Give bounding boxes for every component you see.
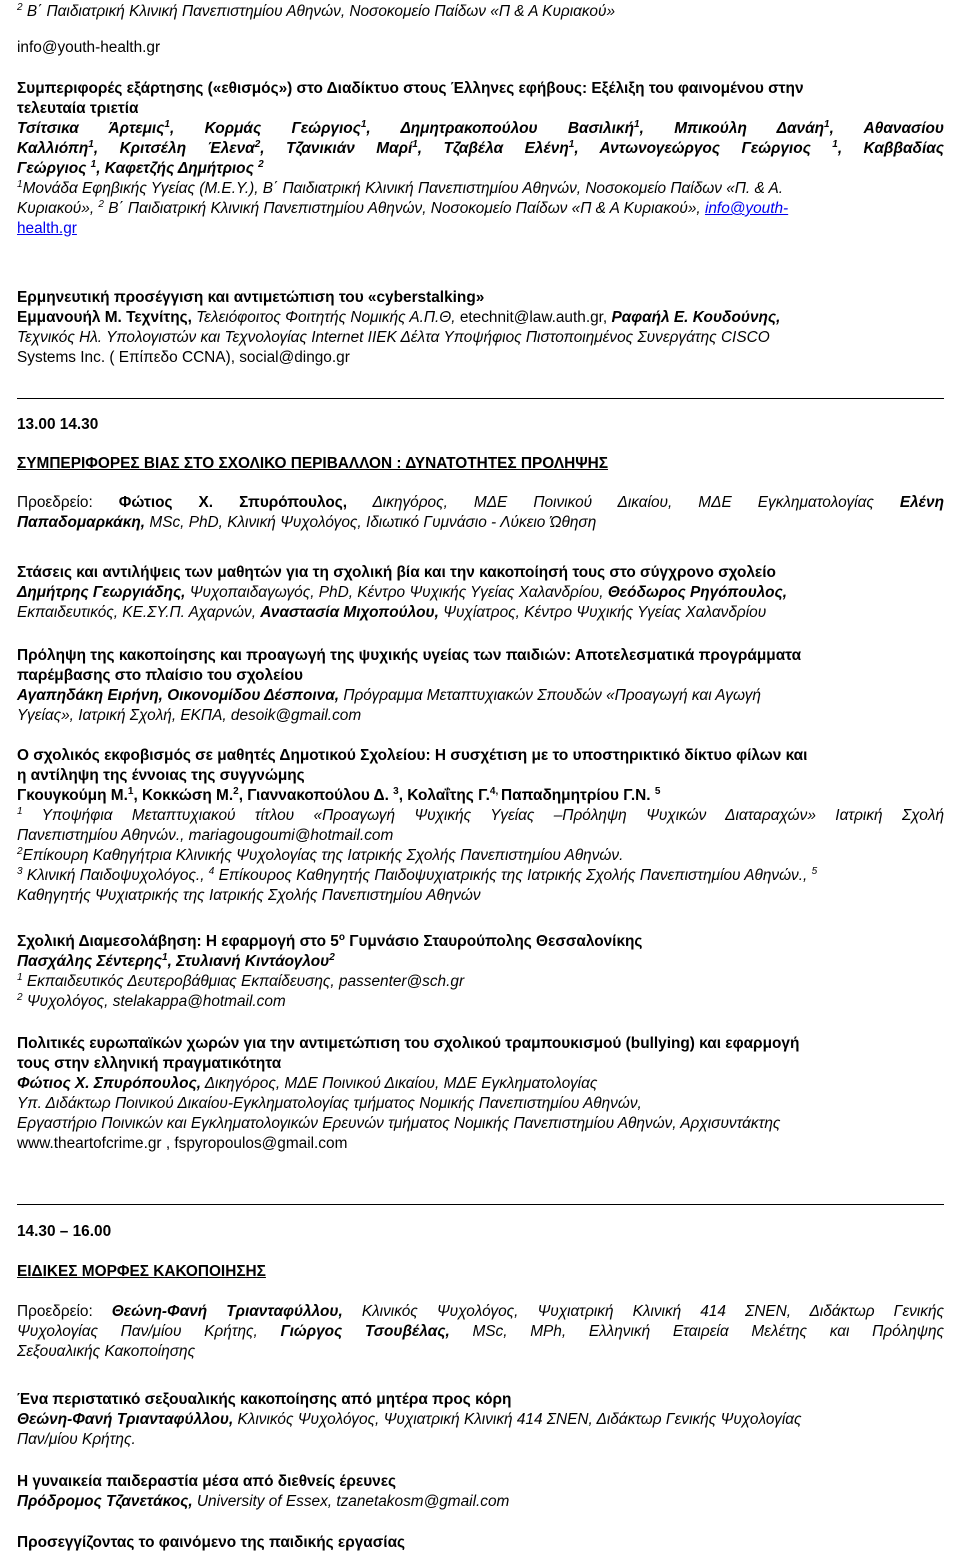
speakers-line: Αγαπηδάκη Ειρήνη, Οικονομίδου Δέσποινα, Πρόγραμμα Μεταπτυχιακών Σπουδών «Προαγωγή και Αγωγή [17,687,761,704]
talk-title-line: παρέμβασης στο πλαίσιο του σχολείου [17,667,304,684]
talk-title-line: τελευταία τριετία [17,100,139,117]
talk-case [17,1390,944,1450]
talk-cyberstalking [17,288,944,368]
speakers-line: Πασχάλης Σέντερης$^1$, Στυλιανή Κιντάογλου$^2$ [17,951,335,970]
talk-child-labor [17,1533,944,1553]
affiliation-text: Β΄ Παιδιατρική Κλινική Πανεπιστημίου Αθηνών, Νοσοκομείο Παίδων «Π & Α Κυριακού» [22,3,616,20]
talk-title: Σχολική Διαμεσολάβηση: Η εφαρμογή στο $5^o$ Γυμνάσιο Σταυρούπολης Θεσσαλονίκης [17,931,643,950]
affiliation-line: Κυριακού», $^2$ Β΄ Παιδιατρική Κλινική Πανεπιστημίου Αθηνών, Νοσοκομείο Παίδων «Π & Α Κυριακού», info@youth- [17,198,789,217]
speakers-line: Υγείας», Ιατρική Σχολή, ΕΚΠΑ, desoik@gmail.com [17,707,362,724]
affiliation-line: $^2$ Ψυχολόγος, stelakappa@hotmail.com [17,991,286,1010]
talk-attitudes [17,563,944,623]
chair-line: Σεξουαλικής Κακοποίησης [17,1343,196,1360]
speakers-line: Δημήτρης Γεωργιάδης, Ψυχοπαιδαγωγός, PhD, Κέντρο Ψυχικής Υγείας Χαλανδρίου, Θεόδωρος Ρηγόπουλος, [17,584,788,601]
affiliation-line: $^1$ Εκπαιδευτικός Δευτεροβάθμιας Εκπαίδευσης, passenter@sch.gr [17,971,465,990]
talk-title-line: Πρόληψη της κακοποίησης και προαγωγή της ψυχικής υγείας των παιδιών: Αποτελεσματικά προγράμματα [17,647,802,664]
talk-title-line: η αντίληψη της έννοιας της συγγνώμης [17,767,305,784]
speakers-line: Εργαστήριο Ποινικών και Εγκληματολογικών Ερευνών τμήματος Νομικής Πανεπιστημίου Αθηνών, Αρχισυντάκτης [17,1115,781,1132]
chair-line: Ψυχολογίας Παν/μίου Κρήτης, Γιώργος Τσουβέλας, MSc, MPh, Ελληνική Εταιρεία Μελέτης και Πρόληψης [17,1323,944,1340]
talk-prevention [17,646,944,726]
affiliation-line: $^1$Μονάδα Εφηβικής Υγείας (Μ.Ε.Υ.), Β΄ Παιδιατρική Κλινική Πανεπιστημίου Αθηνών, Νοσοκομείο Παίδων «Π. & Α. [17,178,783,197]
affiliation-line: Πανεπιστημίου Αθηνών., mariagougoumi@hotmail.com [17,827,394,844]
email-link[interactable]: health.gr [17,220,77,237]
talk-title: Η γυναικεία παιδεραστία μέσα από διεθνείς έρευνες [17,1473,397,1490]
session-title: ΕΙΔΙΚΕΣ ΜΟΡΦΕΣ ΚΑΚΟΠΟΙΗΣΗΣ [17,1263,266,1280]
speakers-line: Εμμανουήλ Μ. Τεχνίτης, Τελειόφοιτος Φοιτητής Νομικής Α.Π.Θ, etechnit@law.auth.gr, Ραφαήλ Ε. Κουδούνης, [17,309,781,326]
chair-line: Παπαδομαρκάκη, MSc, PhD, Κλινική Ψυχολόγος, Ιδιωτικό Γυμνάσιο - Λύκειο Ώθηση [17,514,597,531]
header-affiliation [17,2,944,58]
talk-title: Ένα περιστατικό σεξουαλικής κακοποίησης από μητέρα προς κόρη [17,1391,512,1408]
speakers-line: Τεχνικός Ηλ. Υπολογιστών και Τεχνολογίας Internet ΙΙΕΚ Δέλτα Υποψήφιος Πιστοποιημένος Συνεργάτης CISCO [17,329,770,346]
talk-european-policies [17,1034,944,1154]
session-divider [17,1204,944,1205]
talk-internet-addiction [17,79,944,239]
chair-line: Προεδρείο: Θεώνη-Φανή Τριανταφύλλου, Κλινικός Ψυχολόγος, Ψυχιατρική Κλινική 414 ΣΝΕΝ, Διδάκτωρ Γενικής [17,1303,944,1320]
speakers-line: www.theartofcrime.gr , fspyropoulos@gmail.com [17,1135,348,1152]
affiliation-line [17,219,944,239]
session-divider [17,398,944,399]
speakers-line: Υπ. Διδάκτωρ Ποινικού Δικαίου-Εγκληματολογίας τμήματος Νομικής Πανεπιστημίου Αθηνών, [17,1095,642,1112]
session-title: ΣΥΜΠΕΡΙΦΟΡΕΣ ΒΙΑΣ ΣΤΟ ΣΧΟΛΙΚΟ ΠΕΡΙΒΑΛΛΟΝ : ΔΥΝΑΤΟΤΗΤΕΣ ΠΡΟΛΗΨΗΣ [17,455,609,472]
talk-title: Στάσεις και αντιλήψεις των μαθητών για τη σχολική βία και την κακοποίησή τους στο σύγχρονο σχολείο [17,564,776,581]
speakers-line: Θεώνη-Φανή Τριανταφύλλου, Κλινικός Ψυχολόγος, Ψυχιατρική Κλινική 414 ΣΝΕΝ, Διδάκτωρ Γενικής Ψυχολογίας [17,1411,802,1428]
authors-line: Καλλιόπη$^1$, Κριτσέλη Έλενα$^2$, Τζανικιάν Μαρί$^1$, Τζαβέλα Ελένη$^1$, Αντωνογεώργος Γεώργιος $^1$, Καββαδίας [17,138,944,157]
speakers-line: Πρόδρομος Τζανετάκος, University of Essex, tzanetakosm@gmail.com [17,1493,510,1510]
email-link[interactable]: info@youth- [704,200,789,217]
affiliation-sup: 2 [17,1,23,13]
affiliation-line: $^1$ Υποψήφια Μεταπτυχιακού τίτλου «Προαγωγή Ψυχικής Υγείας –Πρόληψη Ψυχικών Διαταραχών» Ιατρική Σχολή [17,805,944,824]
authors-line: Γκουγκούμη Μ.$^1$, Κοκκώση Μ.$^2$, Γιαννακοπούλου Δ. $^3$, Κολαΐτης Γ.$^{4,}$ Παπαδημητρίου Γ.Ν. $^5$ [17,785,661,804]
talk-title: Προσεγγίζοντας το φαινόμενο της παιδικής εργασίας [17,1534,406,1551]
authors-line: Γεώργιος $^1$, Καφετζής Δημήτριος $^2$ [17,158,264,177]
talk-title-line: Πολιτικές ευρωπαϊκών χωρών για την αντιμετώπιση του σχολικού τραμπουκισμού (bullying) και εφαρμογή [17,1035,800,1052]
speakers-line: Παν/μίου Κρήτης. [17,1431,136,1448]
talk-bullying-network [17,746,944,906]
speakers-line: Εκπαιδευτικός, ΚΕ.ΣΥ.Π. Αχαρνών, Αναστασία Μιχοπούλου, Ψυχίατρος, Κέντρο Ψυχικής Υγείας Χαλανδρίου [17,604,767,621]
talk-title-line: Ο σχολικός εκφοβισμός σε μαθητές Δημοτικού Σχολείου: Η συσχέτιση με το υποστηρικτικό δίκτυο φίλων και [17,747,808,764]
talk-title-line: τους στην ελληνική πραγματικότητα [17,1055,282,1072]
chair-line: Προεδρείο: Φώτιος Χ. Σπυρόπουλος, Δικηγόρος, ΜΔΕ Ποινικού Δικαίου, ΜΔΕ Εγκληματολογίας Ελένη [17,494,944,511]
affiliation-line: $^3$ Κλινική Παιδοψυχολόγος., $^4$ Επίκουρος Καθηγητής Παιδοψυχιατρικής της Ιατρικής Σχολής Πανεπιστημίου Αθηνών., $^5$ [17,865,818,884]
speakers-line: Systems Inc. ( Επίπεδο CCNA), social@dingo.gr [17,349,350,366]
session-2 [17,1222,944,1362]
talk-school-mediation [17,932,944,1012]
talk-title-line: Συμπεριφορές εξάρτησης («εθισμός») στο Διαδίκτυο στους Έλληνες εφήβους: Εξέλιξη του φαινομένου στην [17,80,804,97]
talk-title: Ερμηνευτική προσέγγιση και αντιμετώπιση του «cyberstalking» [17,289,485,306]
header-email: info@youth-health.gr [17,39,161,56]
session-1 [17,415,944,533]
session-time: 13.00 14.30 [17,416,99,433]
session-time: 14.30 – 16.00 [17,1223,112,1240]
speakers-line: Φώτιος Χ. Σπυρόπουλος, Δικηγόρος, ΜΔΕ Ποινικού Δικαίου, ΜΔΕ Εγκληματολογίας [17,1075,598,1092]
affiliation-line: Καθηγητής Ψυχιατρικής της Ιατρικής Σχολής Πανεπιστημίου Αθηνών [17,887,481,904]
affiliation-line: $^2$Επίκουρη Καθηγήτρια Κλινικής Ψυχολογίας της Ιατρικής Σχολής Πανεπιστημίου Αθηνών. [17,845,624,864]
authors-line: Τσίτσικα Άρτεμις$^1$, Κορμάς Γεώργιος$^1$, Δημητρακοπούλου Βασιλική$^1$, Μπικούλη Δανάη$^1$, Αθανασίου [17,118,944,137]
talk-female-pedophilia [17,1472,944,1512]
